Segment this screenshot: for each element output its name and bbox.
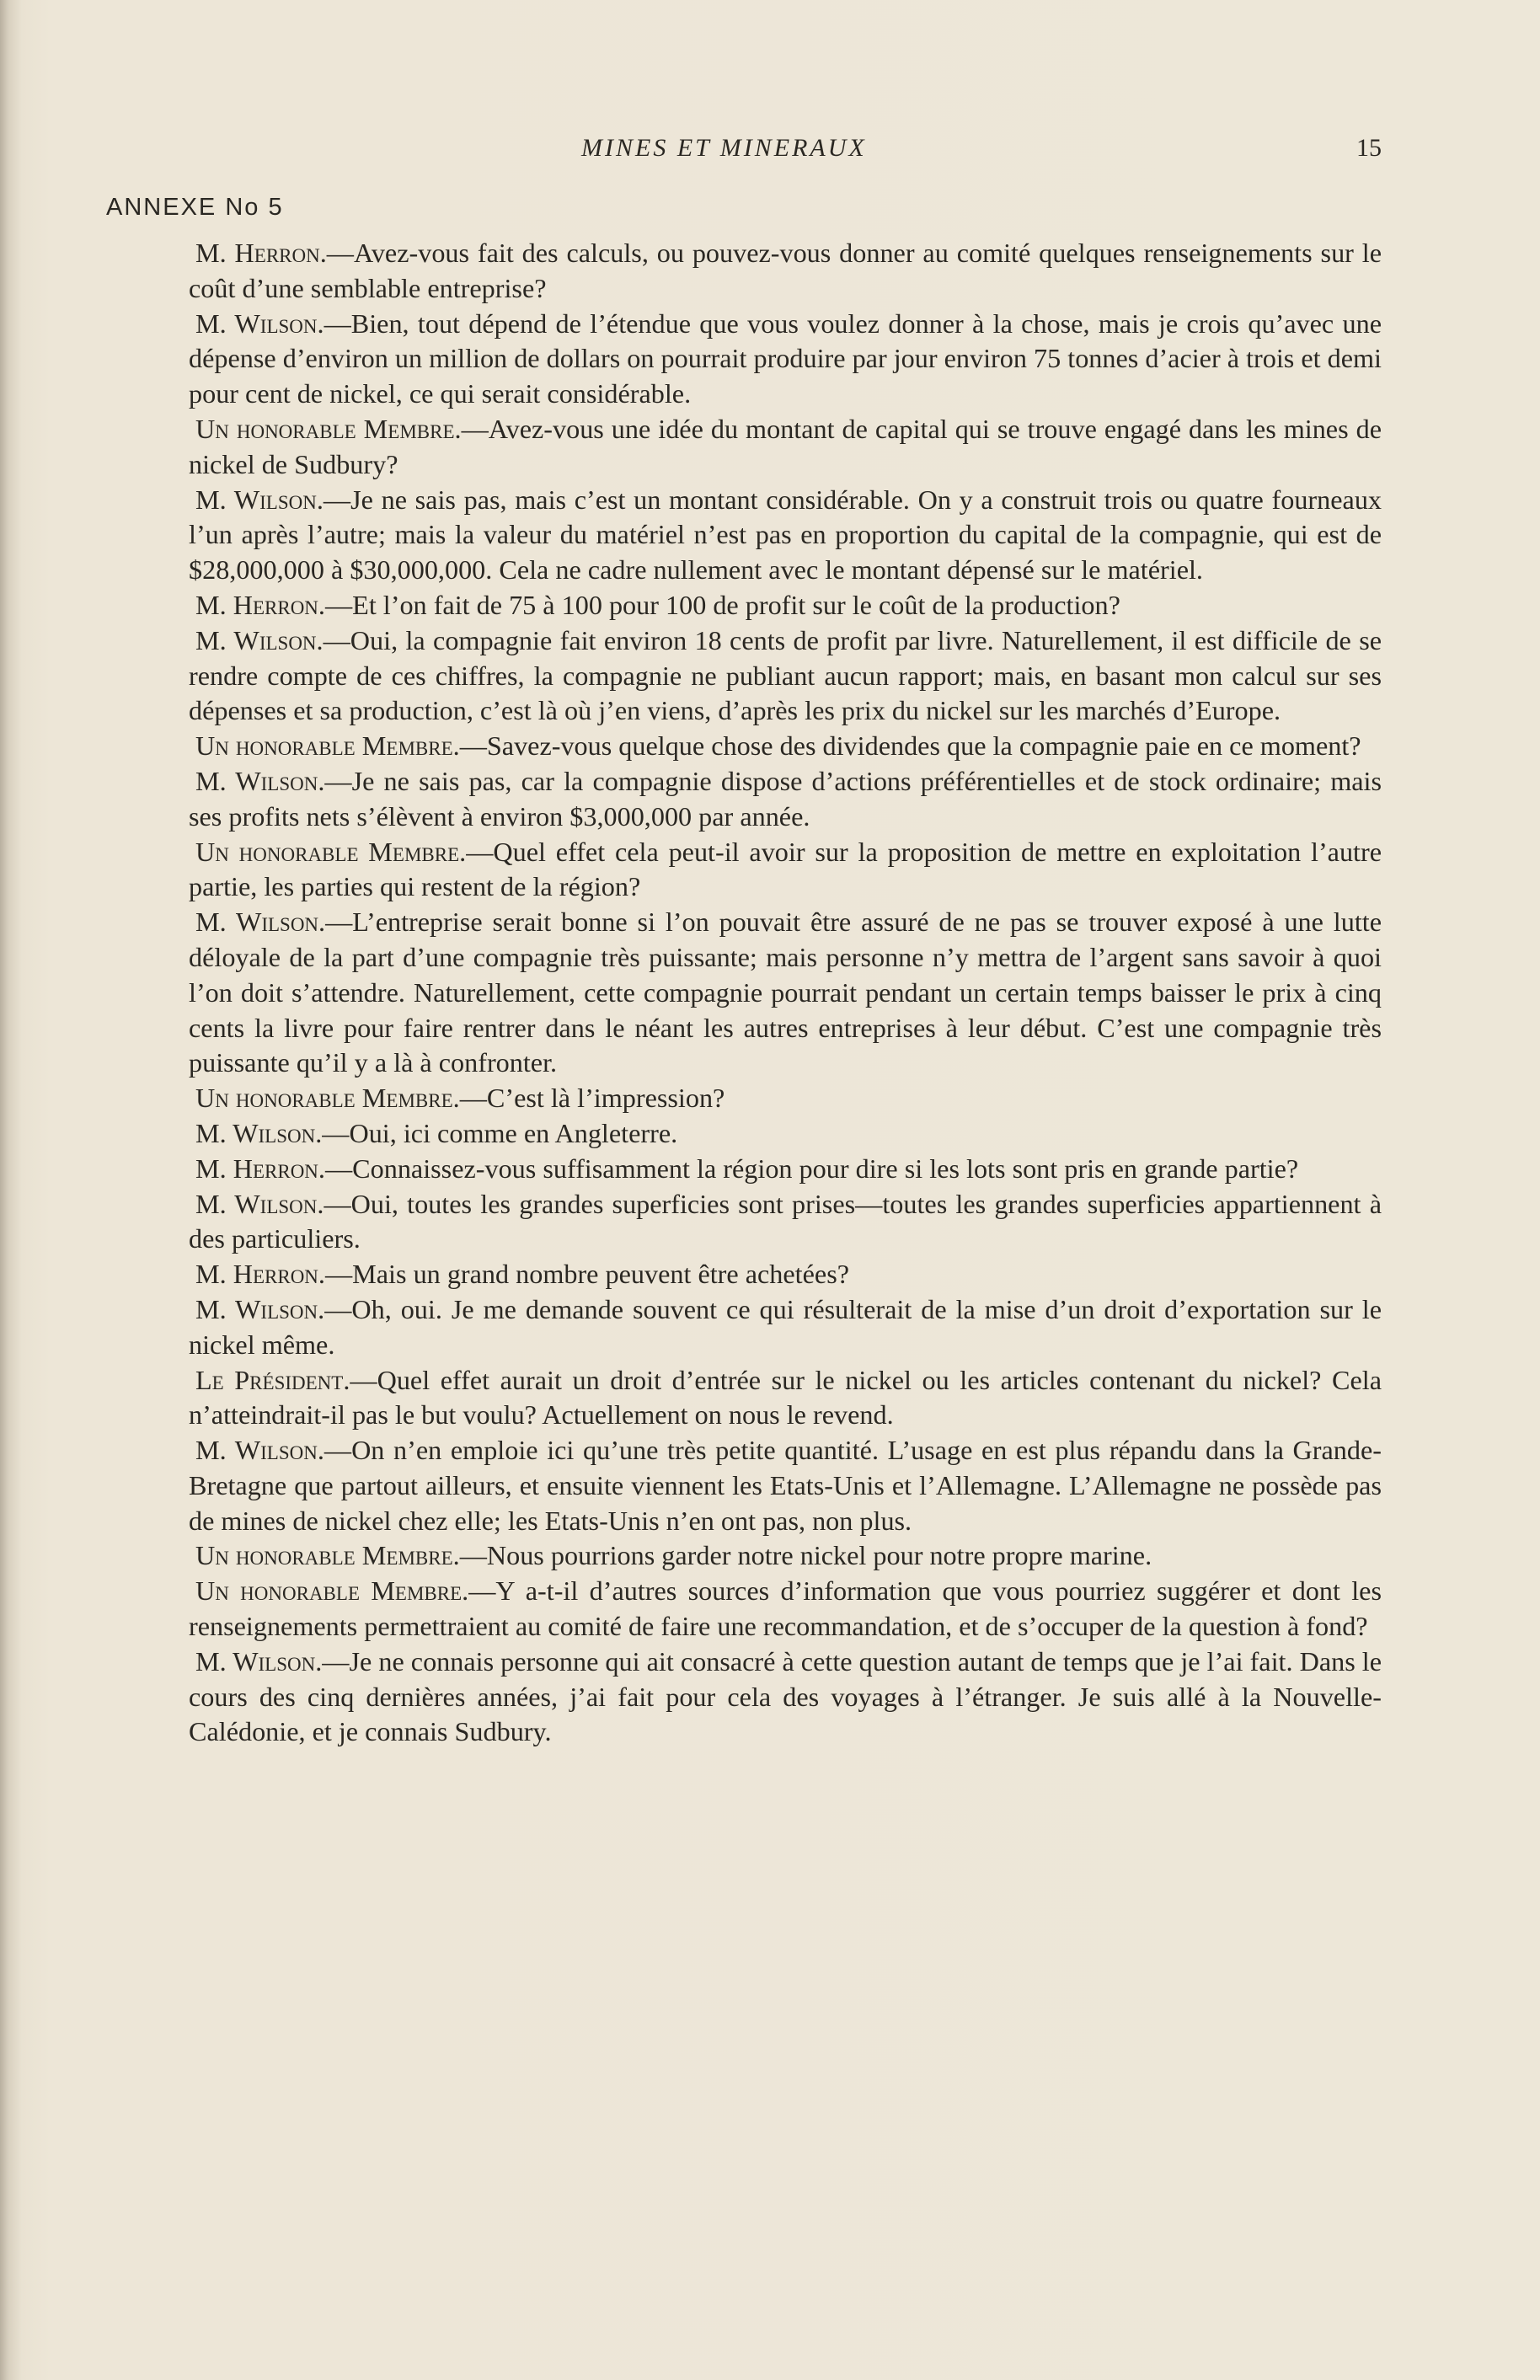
speech-text: —Oui, ici comme en Angleterre. [322, 1117, 678, 1148]
annex-label: ANNEXE No 5 [106, 194, 284, 221]
testimony-paragraph [189, 729, 1382, 764]
speech-text: —Quel effet cela peut-il avoir sur la proposition de mettre en exploitation l’autre partie, les parties qui restent de la région? [189, 836, 1382, 902]
speaker-name: Un honorable Membre. [195, 1083, 460, 1114]
speech-text: —Mais un grand nombre peuvent être achetées? [324, 1259, 850, 1290]
speech-text: —On n’en emploie ici qu’une très petite quantité. L’usage en est plus répandu dans la Grande-Bretagne que partout ailleurs, et ensuite viennent les Etats-Unis et l’Allemagne. L’Allemagne ne possède pas de mines de nickel chez elle; les Etats-Unis n’en ont pas, non plus. [189, 1435, 1382, 1536]
speech-text: —Oui, la compagnie fait environ 18 cents de profit par livre. Naturellement, il est difficile de se rendre compte de ces chiffres, la compagnie ne publiant aucun rapport; mais, en basant mon calcul sur ses dépenses et sa production, c’est là où j’en viens, d’après les prix du nickel sur les marchés d’Europe. [189, 624, 1382, 726]
speech-text: —Oh, oui. Je me demande souvent ce qui résulterait de la mise d’un droit d’exportation sur le nickel même. [189, 1293, 1382, 1360]
testimony-paragraph [189, 1292, 1382, 1363]
running-title: MINES ET MINERAUX [581, 134, 867, 162]
speaker-name: Le Président. [195, 1364, 350, 1395]
testimony-paragraph [189, 483, 1382, 588]
speaker-name: M. Wilson. [195, 1117, 323, 1148]
testimony-paragraph [189, 1645, 1382, 1750]
testimony-paragraph [189, 412, 1382, 483]
speaker-name: Un honorable Membre. [195, 730, 460, 762]
testimony-paragraph [189, 1187, 1382, 1258]
speaker-name: M. Wilson. [195, 765, 325, 796]
speaker-name: M. Herron. [195, 238, 327, 268]
testimony-paragraph [189, 588, 1382, 623]
testimony-paragraph [189, 1538, 1382, 1574]
testimony-paragraph [189, 764, 1382, 835]
testimony-paragraph [189, 236, 1382, 307]
speech-text: —Avez-vous une idée du montant de capital qui se trouve engagé dans les mines de nickel de Sudbury? [189, 413, 1382, 479]
speaker-name: M. Wilson. [195, 308, 324, 339]
speaker-name: Un honorable Membre. [195, 1540, 460, 1571]
testimony-paragraph [189, 835, 1382, 906]
speech-text: —Y a-t-il d’autres sources d’information que vous pourriez suggérer et dont les renseignements permettraient au comité de faire une recommandation, et de s’occuper de la question à fond? [189, 1575, 1382, 1642]
speech-text: —Quel effet aurait un droit d’entrée sur le nickel ou les articles contenant du nickel? Cela n’atteindrait-il pas le but voulu? Actuellement on nous le revend. [189, 1364, 1382, 1431]
speaker-name: M. Wilson. [195, 624, 324, 655]
speech-text: —Oui, toutes les grandes superficies sont prises—toutes les grandes superficies appartiennent à des particuliers. [189, 1188, 1382, 1254]
speech-text: —Je ne connais personne qui ait consacré à cette question autant de temps que je l’ai fait. Dans le cours des cinq dernières années, j’ai fait pour cela des voyages à l’étranger. Je suis allé à la Nouvelle-Calédonie, et je connais Sudbury. [189, 1645, 1382, 1747]
running-head [0, 125, 1540, 172]
testimony-paragraph [189, 1363, 1382, 1434]
speech-text: —Savez-vous quelque chose des dividendes que la compagnie paie en ce moment? [459, 730, 1361, 762]
page-number: 15 [1356, 134, 1382, 162]
testimony-paragraph [189, 1433, 1382, 1538]
speaker-name: M. Herron. [195, 1259, 325, 1290]
testimony-paragraph [189, 1081, 1382, 1116]
testimony-paragraph [189, 905, 1382, 1081]
speech-text: —Et l’on fait de 75 à 100 pour 100 de profit sur le coût de la production? [324, 589, 1120, 620]
testimony-text [189, 236, 1382, 1750]
speech-text: —Connaissez-vous suffisamment la région pour dire si les lots sont pris en grande partie? [324, 1153, 1299, 1184]
speaker-name: M. Wilson. [195, 1188, 324, 1219]
speech-text: —Bien, tout dépend de l’étendue que vous voulez donner à la chose, mais je crois qu’avec une dépense d’environ un million de dollars on pourrait produire par jour environ 75 tonnes d’acier à trois et demi pour cent de nickel, ce qui serait considérable. [189, 308, 1382, 409]
speaker-name: M. Herron. [195, 589, 325, 620]
speaker-name: M. Wilson. [195, 907, 326, 938]
speech-text: —Je ne sais pas, mais c’est un montant considérable. On y a construit trois ou quatre fourneaux l’un après l’autre; mais la valeur du matériel n’est pas en proportion du capital de la compagnie, qui est de $28,000,000 à $30,000,000. Cela ne cadre nullement avec le montant dépensé sur le matériel. [189, 484, 1382, 586]
testimony-paragraph [189, 623, 1382, 729]
speaker-name: M. Wilson. [195, 1645, 323, 1677]
speaker-name: Un honorable Membre. [195, 836, 467, 867]
speaker-name: Un honorable Membre. [195, 413, 462, 444]
speaker-name: M. Herron. [195, 1153, 325, 1184]
testimony-paragraph [189, 307, 1382, 412]
speech-text: —L’entreprise serait bonne si l’on pouvait être assuré de ne pas se trouver exposé à une lutte déloyale de la part d’une compagnie très puissante; mais personne n’y mettra de l’argent sans savoir à quoi l’on doit s’attendre. Naturellement, cette compagnie pourrait pendant un certain temps baisser le prix à cinq cents la livre pour faire rentrer dans le néant les autres entreprises à leur début. C’est une compagnie très puissante qu’il y a là à confronter. [189, 907, 1382, 1078]
testimony-paragraph [189, 1257, 1382, 1292]
speech-text: —C’est là l’impression? [459, 1083, 725, 1114]
speech-text: —Nous pourrions garder notre nickel pour notre propre marine. [459, 1540, 1152, 1571]
testimony-paragraph [189, 1152, 1382, 1187]
speech-text: —Avez-vous fait des calculs, ou pouvez-vous donner au comité quelques renseignements sur le coût d’une semblable entreprise? [189, 238, 1382, 303]
speech-text: —Je ne sais pas, car la compagnie dispose d’actions préférentielles et de stock ordinaire; mais ses profits nets s’élèvent à environ $3,000,000 par année. [189, 765, 1382, 832]
speaker-name: M. Wilson. [195, 1435, 324, 1466]
speaker-name: Un honorable Membre. [195, 1575, 469, 1607]
testimony-paragraph [189, 1574, 1382, 1645]
testimony-paragraph [189, 1116, 1382, 1152]
speaker-name: M. Wilson. [195, 1293, 325, 1324]
speaker-name: M. Wilson. [195, 484, 324, 515]
